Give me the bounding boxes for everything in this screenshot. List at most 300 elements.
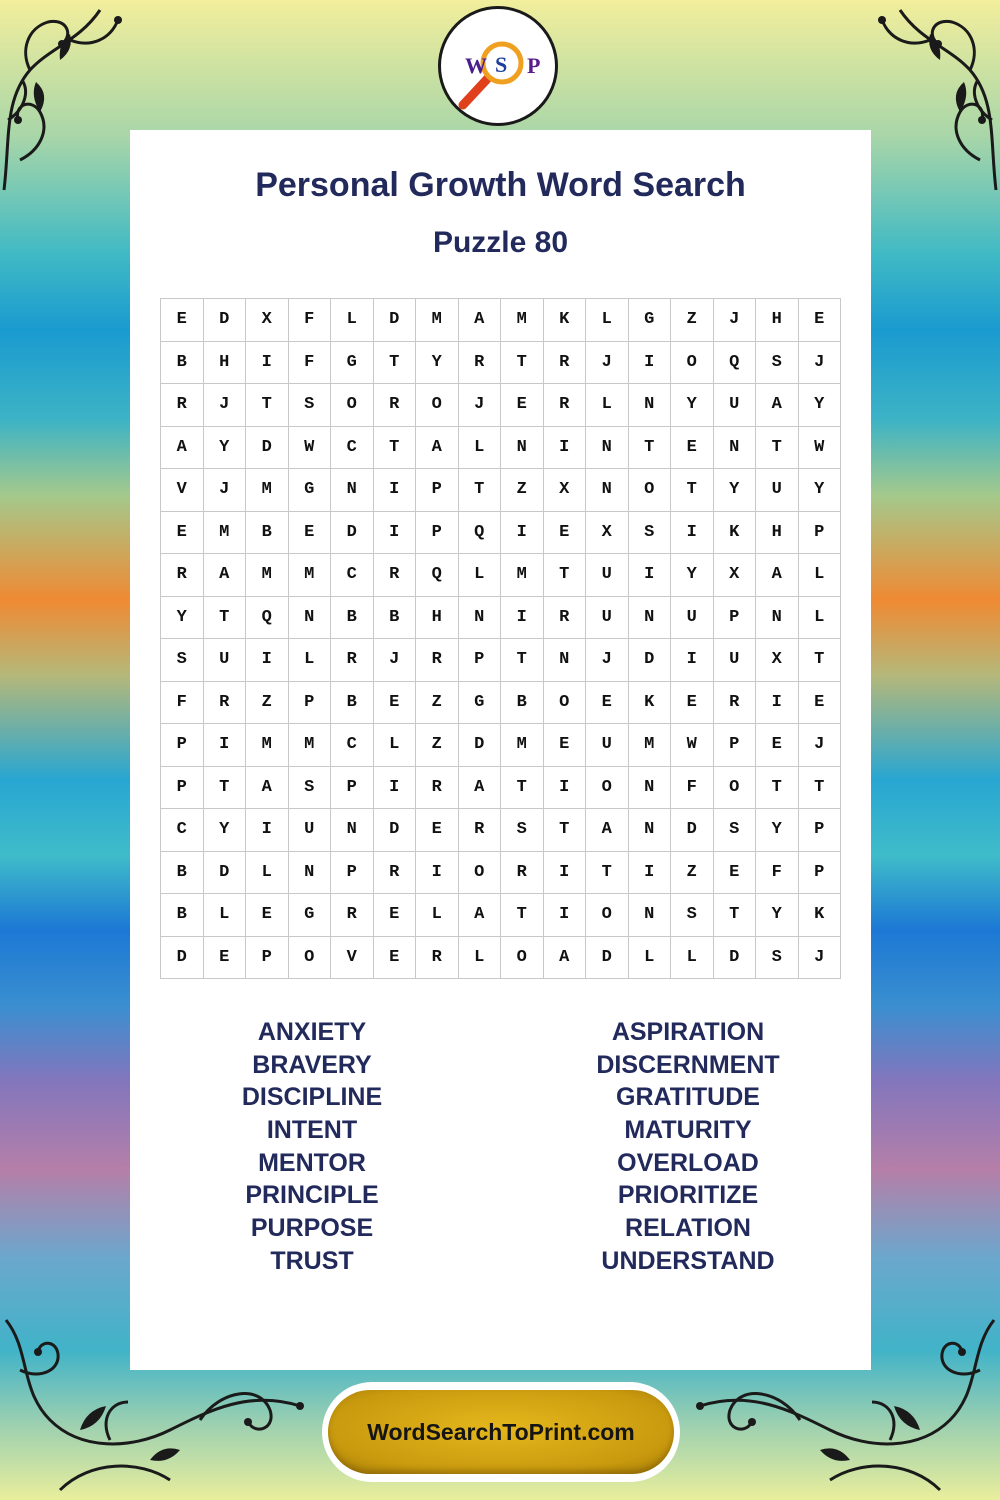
word-list-item: ASPIRATION	[611, 1018, 765, 1046]
grid-cell: T	[203, 766, 246, 809]
grid-cell: Z	[501, 469, 544, 512]
grid-cell: R	[416, 766, 459, 809]
grid-cell: P	[798, 809, 841, 852]
grid-cell: V	[331, 936, 374, 979]
grid-cell: Y	[798, 469, 841, 512]
grid-row	[161, 596, 841, 639]
grid-cell: H	[203, 341, 246, 384]
grid-cell: L	[671, 936, 714, 979]
grid-cell: S	[756, 341, 799, 384]
grid-cell: C	[331, 554, 374, 597]
grid-cell: E	[543, 511, 586, 554]
grid-cell: O	[671, 341, 714, 384]
grid-cell: M	[628, 724, 671, 767]
grid-cell: I	[671, 511, 714, 554]
grid-cell: X	[756, 639, 799, 682]
grid-cell: P	[331, 766, 374, 809]
grid-cell: Q	[246, 596, 289, 639]
grid-cell: I	[373, 511, 416, 554]
grid-cell: A	[543, 936, 586, 979]
grid-cell: V	[161, 469, 204, 512]
grid-cell: S	[288, 384, 331, 427]
grid-cell: A	[756, 384, 799, 427]
grid-cell: C	[331, 426, 374, 469]
grid-row	[161, 299, 841, 342]
grid-cell: R	[543, 341, 586, 384]
grid-cell: N	[628, 809, 671, 852]
grid-cell: D	[713, 936, 756, 979]
grid-cell: I	[628, 554, 671, 597]
grid-cell: A	[458, 894, 501, 937]
grid-row	[161, 639, 841, 682]
word-list-left	[152, 1016, 472, 1278]
grid-cell: P	[416, 469, 459, 512]
grid-cell: P	[161, 766, 204, 809]
grid-cell: U	[203, 639, 246, 682]
grid-cell: L	[586, 384, 629, 427]
grid-cell: R	[331, 894, 374, 937]
word-list-item: RELATION	[625, 1214, 751, 1243]
grid-cell: M	[246, 469, 289, 512]
grid-cell: K	[543, 299, 586, 342]
grid-cell: D	[458, 724, 501, 767]
grid-cell: C	[331, 724, 374, 767]
grid-cell: J	[713, 299, 756, 342]
grid-cell: S	[628, 511, 671, 554]
grid-cell: H	[756, 299, 799, 342]
grid-cell: T	[501, 766, 544, 809]
grid-cell: D	[586, 936, 629, 979]
word-list-item: MENTOR	[258, 1148, 366, 1177]
grid-cell: T	[501, 341, 544, 384]
grid-cell: N	[458, 596, 501, 639]
grid-cell: R	[458, 809, 501, 852]
grid-cell: E	[671, 681, 714, 724]
grid-cell: I	[543, 426, 586, 469]
grid-cell: M	[246, 554, 289, 597]
grid-cell: B	[246, 511, 289, 554]
grid-cell: I	[246, 809, 289, 852]
grid-cell: E	[373, 936, 416, 979]
grid-cell: G	[331, 341, 374, 384]
grid-cell: L	[798, 596, 841, 639]
grid-row	[161, 724, 841, 767]
grid-cell: L	[416, 894, 459, 937]
grid-cell: P	[331, 851, 374, 894]
grid-cell: J	[203, 469, 246, 512]
grid-cell: B	[373, 596, 416, 639]
grid-cell: N	[331, 469, 374, 512]
grid-cell: U	[586, 724, 629, 767]
grid-cell: J	[798, 341, 841, 384]
grid-cell: L	[373, 724, 416, 767]
grid-cell: I	[543, 766, 586, 809]
grid-cell: E	[416, 809, 459, 852]
grid-cell: Y	[203, 809, 246, 852]
grid-cell: Y	[756, 894, 799, 937]
grid-cell: Y	[416, 341, 459, 384]
grid-cell: U	[288, 809, 331, 852]
grid-cell: L	[203, 894, 246, 937]
grid-cell: D	[246, 426, 289, 469]
grid-cell: M	[246, 724, 289, 767]
grid-cell: L	[628, 936, 671, 979]
grid-cell: E	[501, 384, 544, 427]
grid-cell: A	[458, 299, 501, 342]
grid-cell: Y	[203, 426, 246, 469]
grid-cell: B	[161, 341, 204, 384]
grid-cell: Y	[798, 384, 841, 427]
grid-cell: F	[161, 681, 204, 724]
grid-cell: I	[756, 681, 799, 724]
word-list-item: UNDERSTAND	[601, 1246, 775, 1275]
grid-cell: M	[501, 724, 544, 767]
grid-cell: G	[628, 299, 671, 342]
grid-cell: L	[798, 554, 841, 597]
grid-cell: P	[713, 724, 756, 767]
grid-cell: O	[501, 936, 544, 979]
grid-cell: N	[628, 596, 671, 639]
grid-cell: O	[543, 681, 586, 724]
grid-cell: R	[373, 554, 416, 597]
grid-row	[161, 894, 841, 937]
grid-cell: L	[458, 936, 501, 979]
puzzle-card	[130, 130, 871, 1370]
grid-cell: P	[288, 681, 331, 724]
grid-cell: I	[628, 851, 671, 894]
grid-cell: F	[288, 341, 331, 384]
puzzle-number: Puzzle 80	[432, 226, 569, 259]
grid-cell: M	[203, 511, 246, 554]
grid-cell: W	[798, 426, 841, 469]
word-list-item: GRATITUDE	[616, 1083, 760, 1112]
word-list-item: ANXIETY	[257, 1018, 367, 1046]
grid-cell: S	[501, 809, 544, 852]
grid-cell: T	[373, 341, 416, 384]
grid-cell: L	[331, 299, 374, 342]
grid-cell: A	[416, 426, 459, 469]
grid-cell: W	[288, 426, 331, 469]
grid-cell: L	[458, 554, 501, 597]
grid-cell: L	[458, 426, 501, 469]
grid-cell: T	[203, 596, 246, 639]
grid-cell: P	[246, 936, 289, 979]
grid-cell: Q	[416, 554, 459, 597]
website-link-label: WordSearchToPrint.com	[367, 1418, 635, 1445]
grid-cell: A	[246, 766, 289, 809]
grid-cell: T	[798, 766, 841, 809]
grid-cell: I	[246, 341, 289, 384]
grid-cell: Q	[713, 341, 756, 384]
grid-cell: T	[373, 426, 416, 469]
grid-cell: R	[373, 384, 416, 427]
grid-row	[161, 341, 841, 384]
grid-cell: I	[203, 724, 246, 767]
grid-cell: Y	[756, 809, 799, 852]
grid-cell: O	[713, 766, 756, 809]
grid-cell: P	[798, 851, 841, 894]
grid-cell: D	[331, 511, 374, 554]
grid-cell: N	[628, 384, 671, 427]
grid-cell: I	[373, 469, 416, 512]
grid-cell: I	[246, 639, 289, 682]
grid-cell: L	[246, 851, 289, 894]
grid-cell: O	[628, 469, 671, 512]
grid-cell: N	[713, 426, 756, 469]
grid-cell: I	[416, 851, 459, 894]
grid-cell: J	[586, 341, 629, 384]
corner-ornament-top-right	[870, 0, 1000, 200]
grid-cell: C	[161, 809, 204, 852]
grid-row	[161, 851, 841, 894]
grid-cell: E	[373, 681, 416, 724]
grid-cell: J	[203, 384, 246, 427]
word-list-item: PRINCIPLE	[245, 1181, 379, 1210]
grid-row	[161, 766, 841, 809]
grid-cell: T	[543, 809, 586, 852]
website-link-button[interactable]	[328, 1390, 674, 1474]
grid-cell: P	[161, 724, 204, 767]
grid-cell: T	[713, 894, 756, 937]
grid-cell: I	[543, 894, 586, 937]
grid-cell: Y	[671, 554, 714, 597]
grid-cell: R	[501, 851, 544, 894]
grid-cell: N	[288, 596, 331, 639]
grid-cell: T	[543, 554, 586, 597]
grid-cell: Z	[416, 681, 459, 724]
letter-grid	[160, 298, 841, 979]
grid-cell: B	[161, 851, 204, 894]
grid-row	[161, 384, 841, 427]
grid-cell: N	[543, 639, 586, 682]
grid-cell: S	[671, 894, 714, 937]
grid-cell: E	[373, 894, 416, 937]
word-list-item: INTENT	[266, 1116, 358, 1145]
grid-cell: I	[501, 596, 544, 639]
grid-cell: D	[373, 809, 416, 852]
grid-cell: E	[671, 426, 714, 469]
logo-letter-p: P	[527, 53, 541, 78]
grid-cell: O	[586, 894, 629, 937]
grid-cell: T	[501, 639, 544, 682]
grid-cell: I	[373, 766, 416, 809]
grid-cell: P	[458, 639, 501, 682]
grid-cell: N	[288, 851, 331, 894]
grid-cell: O	[586, 766, 629, 809]
grid-cell: N	[628, 766, 671, 809]
grid-cell: T	[246, 384, 289, 427]
logo-letter-s: S	[495, 52, 508, 77]
grid-cell: T	[501, 894, 544, 937]
grid-cell: B	[501, 681, 544, 724]
grid-cell: D	[671, 809, 714, 852]
corner-ornament-top-left	[0, 0, 130, 200]
word-list-item: MATURITY	[624, 1116, 752, 1145]
grid-cell: T	[798, 639, 841, 682]
grid-row	[161, 554, 841, 597]
grid-cell: E	[246, 894, 289, 937]
grid-cell: M	[501, 299, 544, 342]
grid-row	[161, 809, 841, 852]
grid-cell: T	[628, 426, 671, 469]
grid-cell: A	[458, 766, 501, 809]
grid-cell: R	[161, 554, 204, 597]
grid-cell: E	[756, 724, 799, 767]
word-list-item: DISCIPLINE	[241, 1083, 383, 1112]
grid-cell: Q	[458, 511, 501, 554]
word-list-item: DISCERNMENT	[596, 1050, 780, 1079]
grid-cell: H	[416, 596, 459, 639]
grid-cell: A	[161, 426, 204, 469]
grid-cell: R	[331, 639, 374, 682]
grid-cell: D	[203, 299, 246, 342]
logo-letter-w: W	[465, 53, 487, 78]
grid-cell: F	[288, 299, 331, 342]
grid-cell: B	[331, 596, 374, 639]
grid-cell: U	[713, 384, 756, 427]
grid-cell: N	[331, 809, 374, 852]
grid-row	[161, 426, 841, 469]
page-title: Personal Growth Word Search	[255, 166, 746, 204]
grid-cell: E	[543, 724, 586, 767]
word-list-item: TRUST	[270, 1246, 354, 1275]
grid-cell: O	[458, 851, 501, 894]
grid-cell: Y	[161, 596, 204, 639]
grid-cell: N	[586, 426, 629, 469]
grid-cell: F	[756, 851, 799, 894]
grid-cell: G	[288, 894, 331, 937]
grid-cell: T	[671, 469, 714, 512]
grid-cell: R	[416, 936, 459, 979]
wsp-logo	[438, 6, 558, 126]
word-list-item: OVERLOAD	[617, 1148, 759, 1177]
grid-cell: N	[501, 426, 544, 469]
grid-cell: M	[288, 724, 331, 767]
grid-cell: J	[458, 384, 501, 427]
grid-cell: A	[203, 554, 246, 597]
grid-cell: E	[798, 681, 841, 724]
grid-cell: Y	[671, 384, 714, 427]
grid-row	[161, 936, 841, 979]
grid-cell: K	[798, 894, 841, 937]
grid-cell: A	[756, 554, 799, 597]
grid-cell: R	[203, 681, 246, 724]
grid-cell: F	[671, 766, 714, 809]
magnifier-icon	[441, 9, 555, 123]
grid-cell: S	[713, 809, 756, 852]
grid-cell: P	[798, 511, 841, 554]
grid-cell: M	[501, 554, 544, 597]
word-list-right	[528, 1016, 848, 1278]
grid-cell: T	[756, 426, 799, 469]
grid-cell: S	[288, 766, 331, 809]
grid-cell: E	[161, 511, 204, 554]
grid-cell: E	[586, 681, 629, 724]
grid-cell: Z	[416, 724, 459, 767]
grid-cell: T	[756, 766, 799, 809]
grid-cell: I	[671, 639, 714, 682]
grid-cell: R	[543, 384, 586, 427]
grid-cell: J	[373, 639, 416, 682]
grid-cell: J	[586, 639, 629, 682]
grid-cell: H	[756, 511, 799, 554]
grid-cell: D	[203, 851, 246, 894]
grid-cell: E	[713, 851, 756, 894]
grid-cell: I	[628, 341, 671, 384]
grid-cell: M	[288, 554, 331, 597]
grid-cell: D	[628, 639, 671, 682]
grid-cell: X	[543, 469, 586, 512]
grid-cell: A	[586, 809, 629, 852]
grid-cell: T	[458, 469, 501, 512]
word-list-item: PRIORITIZE	[617, 1181, 759, 1210]
grid-cell: R	[373, 851, 416, 894]
grid-cell: R	[458, 341, 501, 384]
grid-cell: K	[713, 511, 756, 554]
grid-cell: R	[161, 384, 204, 427]
grid-cell: J	[798, 724, 841, 767]
grid-cell: W	[671, 724, 714, 767]
grid-cell: P	[416, 511, 459, 554]
word-list-item: BRAVERY	[252, 1050, 372, 1079]
grid-cell: E	[161, 299, 204, 342]
grid-cell: O	[288, 936, 331, 979]
grid-cell: E	[203, 936, 246, 979]
grid-row	[161, 681, 841, 724]
grid-cell: R	[543, 596, 586, 639]
grid-cell: N	[628, 894, 671, 937]
grid-cell: R	[713, 681, 756, 724]
grid-cell: X	[713, 554, 756, 597]
grid-cell: M	[416, 299, 459, 342]
grid-cell: N	[586, 469, 629, 512]
grid-cell: S	[756, 936, 799, 979]
grid-cell: U	[756, 469, 799, 512]
grid-cell: L	[586, 299, 629, 342]
grid-cell: I	[501, 511, 544, 554]
grid-cell: Z	[246, 681, 289, 724]
grid-cell: P	[713, 596, 756, 639]
grid-cell: U	[586, 596, 629, 639]
grid-cell: E	[288, 511, 331, 554]
grid-cell: E	[798, 299, 841, 342]
grid-cell: B	[161, 894, 204, 937]
grid-cell: R	[416, 639, 459, 682]
grid-cell: O	[416, 384, 459, 427]
grid-cell: D	[373, 299, 416, 342]
grid-cell: K	[628, 681, 671, 724]
grid-cell: N	[756, 596, 799, 639]
grid-cell: G	[288, 469, 331, 512]
grid-cell: Y	[713, 469, 756, 512]
grid-cell: G	[458, 681, 501, 724]
grid-cell: U	[586, 554, 629, 597]
grid-cell: D	[161, 936, 204, 979]
grid-cell: O	[331, 384, 374, 427]
grid-cell: L	[288, 639, 331, 682]
grid-row	[161, 469, 841, 512]
grid-cell: X	[586, 511, 629, 554]
grid-cell: Z	[671, 299, 714, 342]
grid-cell: U	[713, 639, 756, 682]
grid-cell: B	[331, 681, 374, 724]
grid-cell: X	[246, 299, 289, 342]
grid-cell: I	[543, 851, 586, 894]
grid-cell: Z	[671, 851, 714, 894]
grid-cell: T	[586, 851, 629, 894]
grid-row	[161, 511, 841, 554]
word-list-item: PURPOSE	[250, 1214, 374, 1243]
